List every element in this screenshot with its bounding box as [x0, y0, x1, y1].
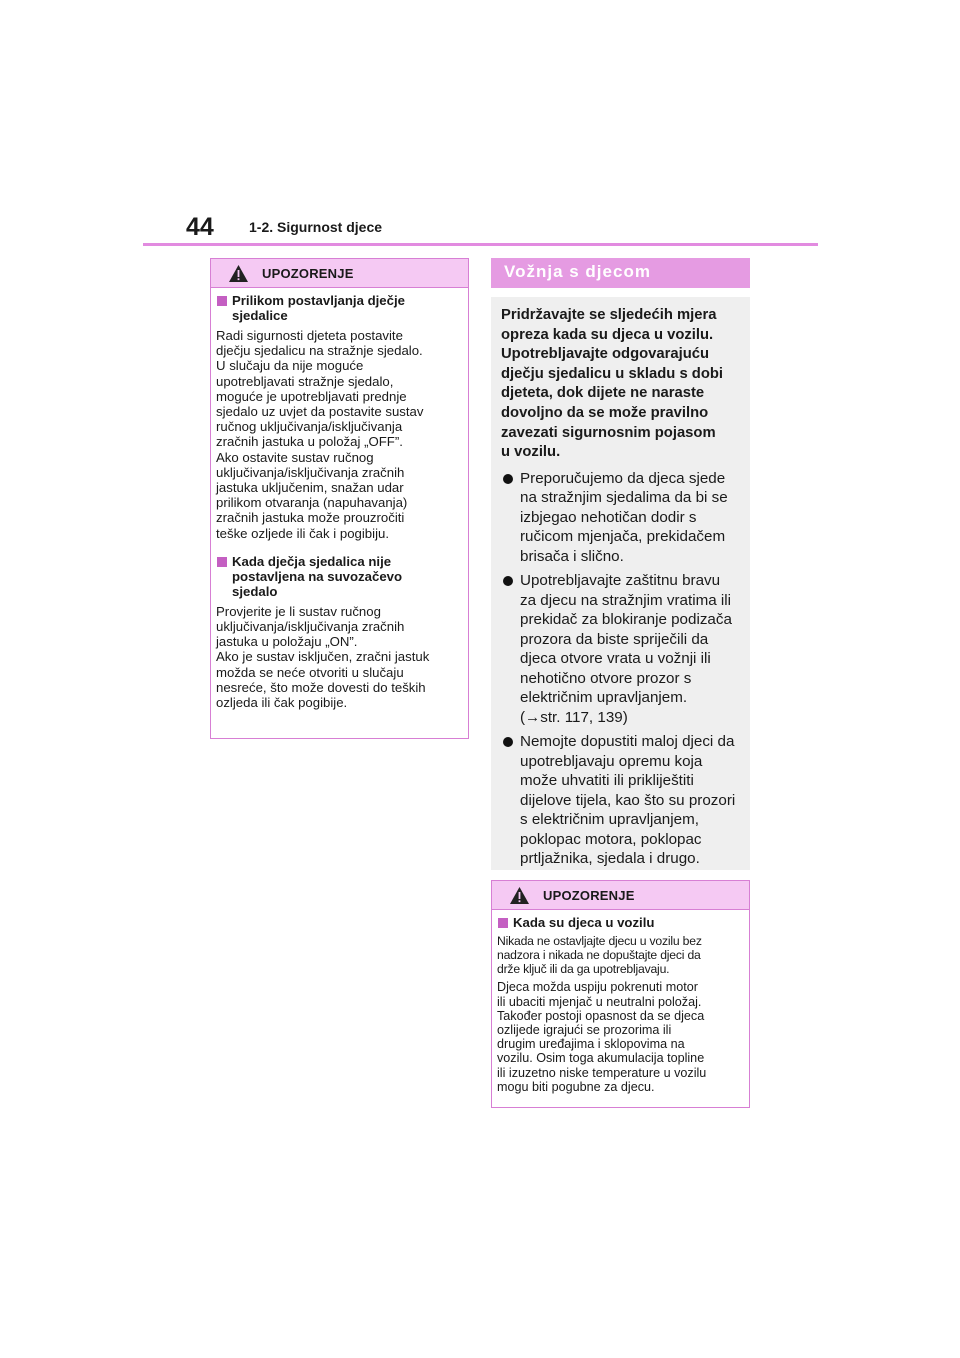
- warning-triangle-icon: [509, 886, 530, 905]
- warning-item-text: Radi sigurnosti djeteta postavite dječju sjedalicu na stražnje sjedalo. U slučaju da nije moguće upotrebljavati stražnje sjedalo, moguće je upotrebljavati prednje sjedalo uz uvjet da postavite sustav ručnog uključivanja/isključivanja zračnih jastuka u položaj „OFF”. Ako ostavite sustav ručnog uključivanja/isključivanja zračnih jastuka uključenim, snažan udar prilikom otvaranja (napuhavanja) zračnih jastuka može prouzročiti teške ozljede ili čak i pogibiju.: [216, 328, 424, 541]
- list-item-text: Preporučujemo da djeca sjede na stražnjim sjedalima da bi se izbjegao nehotičan dodir s ručicom mjenjača, prekidačem brisača i slično.: [520, 469, 728, 565]
- warning-box-right: [491, 880, 750, 1108]
- warning-item-title: Kada dječja sjedalica nije postavljena na suvozačevo sjedalo: [232, 553, 403, 599]
- intro-text: Pridržavajte se sljedećih mjera opreza kada su djeca u vozilu. Upotrebljavajte odgovarajuću dječju sjedalicu u skladu s dobi djeteta, dok dijete ne naraste dovoljno da se može pravilno zavezati sigurnosnim pojasom u vozilu.: [501, 307, 724, 461]
- warning-title: UPOZORENJE: [262, 266, 354, 281]
- round-bullet-icon: [503, 576, 513, 586]
- warning-item-title: Prilikom postavljanja dječje sjedalice: [232, 293, 405, 323]
- page-number: 44: [186, 213, 214, 241]
- list-item: [501, 469, 742, 567]
- warning-triangle-icon: [228, 264, 249, 283]
- square-bullet-icon: [217, 557, 227, 567]
- square-bullet-icon: [217, 296, 227, 306]
- warning-item-title: Kada su djeca u vozilu: [513, 915, 655, 930]
- warning-title: UPOZORENJE: [543, 888, 635, 903]
- list-item: [501, 571, 742, 727]
- warning-item: [216, 293, 463, 541]
- warning-item-text: Nikada ne ostavljajte djecu u vozilu bez nadzora i nikada ne dopuštajte djeci da drže ključ ili da ga upotrebljavaju.: [497, 934, 702, 976]
- section-heading: Vožnja s djecom: [491, 258, 750, 288]
- section-title: 1-2. Sigurnost djece: [249, 219, 383, 235]
- warning-item-text: Djeca možda uspiju pokrenuti motor ili ubaciti mjenjač u neutralni položaj. Također postoji opasnost da se djeca ozlijede igrajući se prozorima ili drugim uređajima i sklopovima na vozilu. Osim toga akumulacija topline ili izuzetno niske temperature u vozilu mogu biti pogubne za djecu.: [497, 980, 707, 1094]
- warning-item: [216, 554, 463, 710]
- header-rule: [143, 243, 818, 246]
- warning-box-left: [210, 258, 469, 739]
- square-bullet-icon: [498, 918, 508, 928]
- warning-item-text: Provjerite je li sustav ručnog uključivanja/isključivanja zračnih jastuka u položaju „ON”. Ako je sustav isključen, zračni jastuk možda se neće otvoriti u slučaju nesreće, što može dovesti do teških ozljeda ili čak pogibije.: [216, 603, 430, 711]
- round-bullet-icon: [503, 737, 513, 747]
- list-item-text: Nemojte dopustiti maloj djeci da upotrebljavaju opremu koja može uhvatiti ili prikliještiti dijelove tijela, kao što su prozori s električnim upravljanjem, poklopac motora, poklopac prtljažnika, sjedala i drugo.: [520, 733, 736, 868]
- list-item: [501, 732, 742, 869]
- warning-item: [497, 915, 744, 1094]
- driving-info-box: [491, 297, 750, 870]
- warning-header: [492, 881, 749, 910]
- warning-header: [211, 259, 468, 288]
- list-item-text: Upotrebljavajte zaštitnu bravu za djecu na stražnjim vratima ili prekidač za blokiranje podizača prozora da biste spriječili da djeca otvore vrata u vožnji ili nehotično otvore prozor s električnim upravljanjem. (→str. 117, 139): [520, 572, 732, 726]
- round-bullet-icon: [503, 474, 513, 484]
